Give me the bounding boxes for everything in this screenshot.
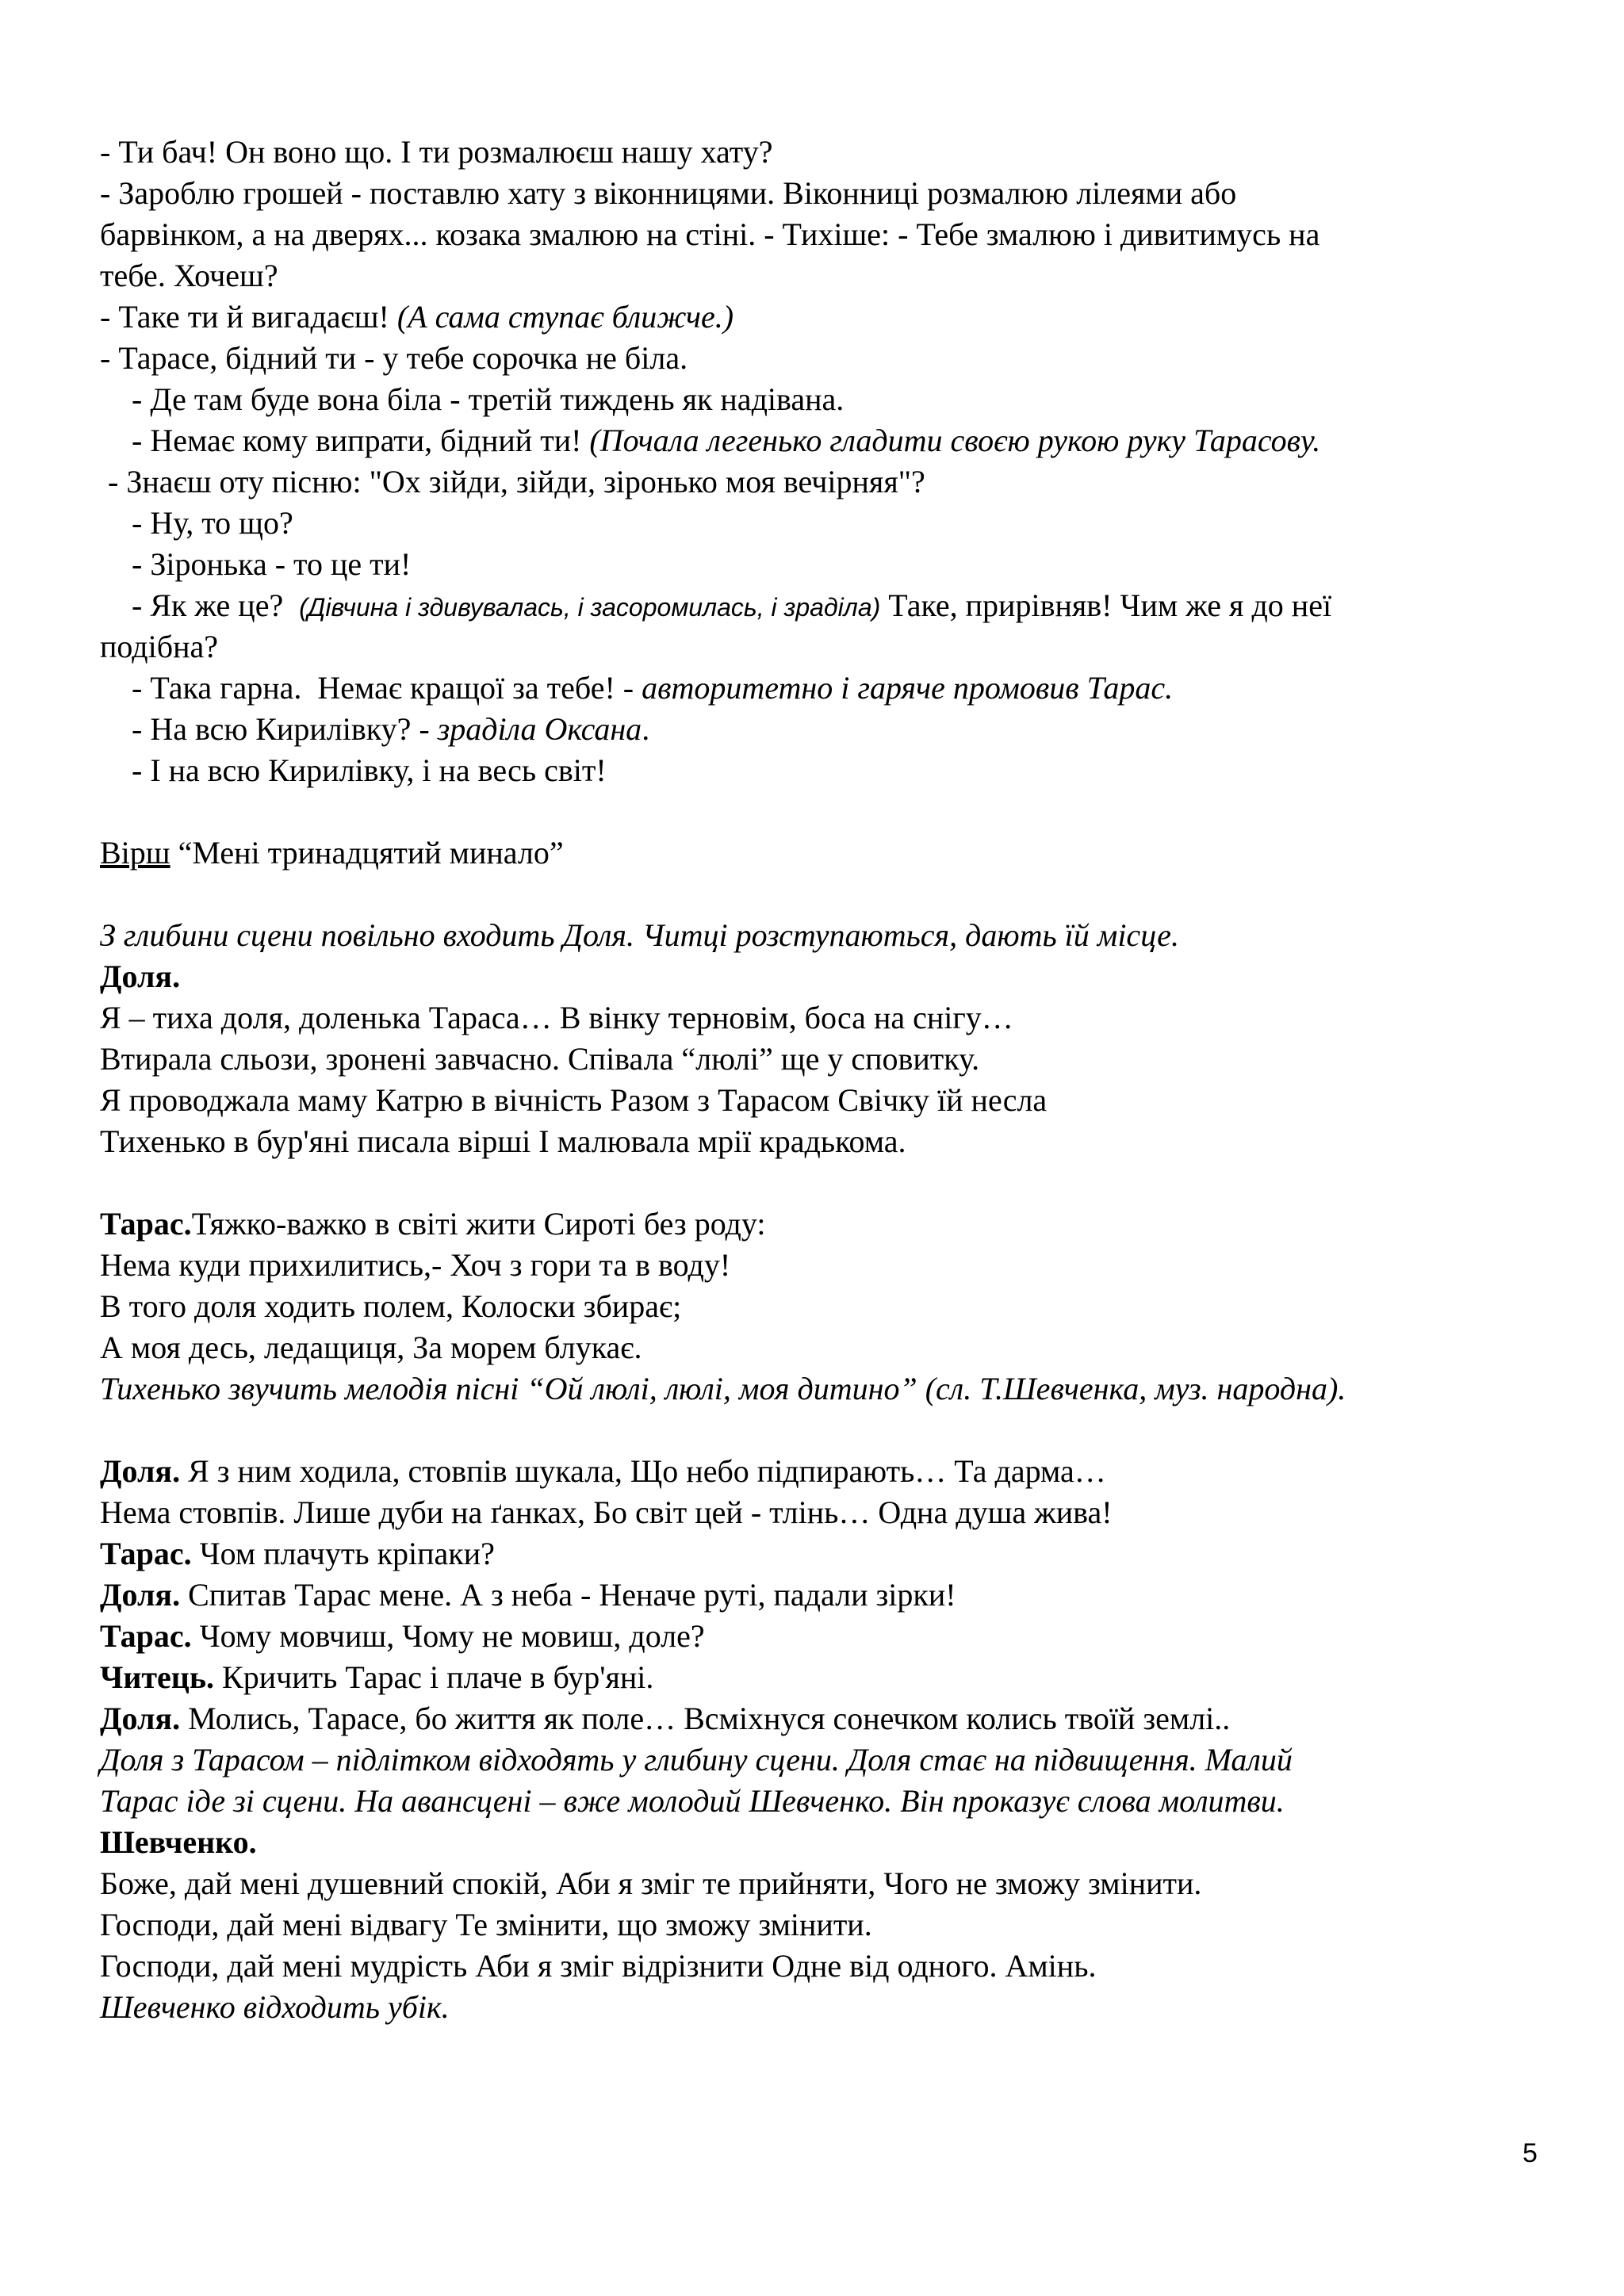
poem-heading-title: “Мені тринадцятий минало” <box>170 835 564 871</box>
speaker-label: Доля. <box>100 1577 181 1613</box>
stage-direction: (Дівчина і здивувалась, і засоромилась, і зраділа) <box>299 593 881 622</box>
stage-direction: Тарас іде зі сцени. На авансцені – вже молодий Шевченко. Він проказує слова молитви. <box>100 1783 1285 1819</box>
line-text: . <box>642 711 650 747</box>
line-text: Тяжко-важко в світі жити Сироті без роду: <box>191 1206 766 1242</box>
line-text: - Тарасе, бідний ти - у тебе сорочка не біла. <box>100 340 688 376</box>
poem-heading <box>100 832 564 874</box>
verse-line <box>100 1203 765 1245</box>
dialogue-line <box>100 1616 705 1657</box>
line-text: - І на всю Кирилівку, і на весь світ! <box>100 752 607 788</box>
line-text: - Немає кому випрати, бідний ти! <box>100 423 590 458</box>
dialogue-line <box>100 668 1173 709</box>
line-text: - Знаєш оту пісню: "Ох зійди, зійди, зіронько моя вечірняя"? <box>100 464 925 499</box>
verse-line: А моя десь, ледащиця, За морем блукає. <box>100 1330 642 1365</box>
dialogue-line <box>100 214 1320 255</box>
line-text: Нема стовпів. Лише дуби на ґанках, Бо світ цей - тлінь… Одна душа жива! <box>100 1494 1113 1530</box>
dialogue-line <box>100 379 844 420</box>
prayer-line: Боже, дай мені душевний спокій, Аби я зміг те прийняти, Чого не зможу змінити. <box>100 1866 1202 1901</box>
dialogue-line <box>100 420 1320 461</box>
line-text: - Як же це? <box>100 587 300 623</box>
speaker-label: Читець. <box>100 1659 215 1695</box>
stage-direction: Доля з Тарасом – підлітком відходять у глибину сцени. Доля стає на підвищення. Малий <box>100 1742 1293 1777</box>
dialogue-line <box>100 461 925 503</box>
page-number: 5 <box>1522 2138 1538 2168</box>
dialogue-line <box>100 297 733 338</box>
verse-line: Тихенько в бур'яні писала вірші І малювала мрії крадькома. <box>100 1123 906 1159</box>
stage-direction: авторитетно і гаряче промовив Тарас. <box>642 670 1174 706</box>
dialogue-line <box>100 544 411 585</box>
speaker-label: Тарас. <box>100 1206 192 1242</box>
line-text: Молись, Тарасе, бо життя як поле… Всміхнуся сонечком колись твоїй землі.. <box>180 1701 1231 1736</box>
line-text: - Зароблю грошей - поставлю хату з віконницями. Віконниці розмалюю лілеями або <box>100 175 1237 211</box>
line-text: Я з ним ходила, стовпів шукала, Що небо підпирають… Та дарма… <box>180 1453 1106 1489</box>
verse-line: Я проводжала маму Катрю в вічність Разом з Тарасом Свічку їй несла <box>100 1082 1048 1118</box>
verse-line: В того доля ходить полем, Колоски збирає; <box>100 1288 682 1324</box>
verse-line: Втирала сльози, зронені завчасно. Співала “люлі” ще у сповитку. <box>100 1041 980 1077</box>
line-text: барвінком, а на дверях... козака змалюю на стіні. - Тихіше: - Тебе змалюю і дивитимусь на <box>100 216 1320 252</box>
stage-direction: Шевченко відходить убік. <box>100 1989 450 2025</box>
stage-direction: (Почала легенько гладити своєю рукою руку Тарасову. <box>589 423 1321 458</box>
dialogue-line <box>100 626 218 668</box>
verse-line: Нема куди прихилитись,- Хоч з гори та в воду! <box>100 1247 731 1283</box>
verse-line: Я – тиха доля, доленька Тараса… В вінку терновім, боса на снігу… <box>100 1000 1013 1035</box>
line-text: Чому мовчиш, Чому не мовиш, доле? <box>191 1618 705 1654</box>
dialogue-line <box>100 132 772 173</box>
line-text: - Де там буде вона біла - третій тиждень як надівана. <box>100 381 845 417</box>
dialogue-line <box>100 173 1236 214</box>
dialogue-line <box>100 255 278 297</box>
stage-direction: (А сама ступає ближче.) <box>396 299 734 335</box>
line-text: подібна? <box>100 629 218 664</box>
line-text: - Ти бач! Он воно що. І ти розмалюєш нашу хату? <box>100 134 773 170</box>
stage-direction: зраділа Оксана <box>437 711 642 747</box>
line-text: - Така гарна. Немає кращої за тебе! - <box>100 670 642 706</box>
line-text: - Таке ти й вигадаєш! <box>100 299 397 335</box>
dialogue-line <box>100 709 649 750</box>
line-text: Таке, прирівняв! Чим же я до неї <box>880 587 1332 623</box>
line-text: Чом плачуть кріпаки? <box>191 1536 495 1571</box>
line-text: тебе. Хочеш? <box>100 258 278 293</box>
line-text: - Ну, то що? <box>100 505 293 541</box>
line-text: - На всю Кирилівку? - <box>100 711 438 747</box>
poem-heading-word: Вірш <box>100 835 170 871</box>
speaker-label: Доля. <box>100 959 181 994</box>
speaker-label: Шевченко. <box>100 1824 257 1860</box>
stage-direction: Тихенько звучить мелодія пісні “Ой люлі, люлі, моя дитино” (сл. Т.Шевченка, муз. народна). <box>100 1371 1346 1406</box>
dialogue-line <box>100 1533 495 1575</box>
dialogue-line <box>100 338 688 379</box>
speaker-label: Доля. <box>100 1453 181 1489</box>
prayer-line: Господи, дай мені мудрість Аби я зміг відрізнити Одне від одного. Амінь. <box>100 1948 1097 1984</box>
dialogue-line <box>100 1698 1230 1739</box>
line-text: - Зіронька - то це ти! <box>100 546 412 582</box>
stage-direction: З глибини сцени повільно входить Доля. Читці розступаються, дають їй місце. <box>100 917 1179 953</box>
dialogue-line <box>100 585 1331 628</box>
dialogue-line <box>100 503 293 544</box>
prayer-line: Господи, дай мені відвагу Те змінити, що зможу змінити. <box>100 1907 872 1942</box>
dialogue-line <box>100 1451 1106 1492</box>
dialogue-line <box>100 1492 1113 1533</box>
speaker-label: Доля. <box>100 1701 181 1736</box>
speaker-label: Тарас. <box>100 1536 192 1571</box>
line-text: Спитав Тарас мене. А з неба - Неначе руті, падали зірки! <box>180 1577 956 1613</box>
dialogue-line <box>100 1657 653 1698</box>
speaker-label: Тарас. <box>100 1618 192 1654</box>
line-text: Кричить Тарас і плаче в бур'яні. <box>214 1659 654 1695</box>
dialogue-line <box>100 750 607 791</box>
dialogue-line <box>100 1575 956 1616</box>
